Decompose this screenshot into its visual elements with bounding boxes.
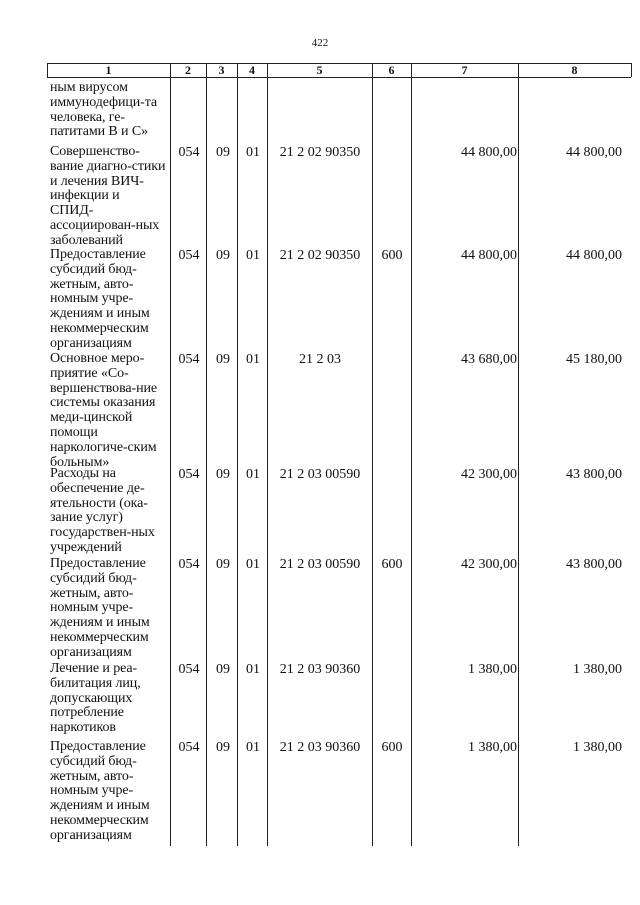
row-cell-c8: 1 380,00 (573, 740, 622, 755)
row-description: ным вирусом иммунодефици-та человека, ге-патитами В и С» (50, 80, 158, 140)
row-cell-c2: 054 (178, 740, 200, 755)
column-header: 7 (461, 63, 468, 77)
row-cell-c2: 054 (178, 248, 200, 263)
row-cell-c5: 21 2 03 (299, 352, 341, 367)
column-header: 3 (218, 63, 225, 77)
column-divider (267, 63, 268, 846)
row-cell-c3: 09 (216, 352, 230, 367)
row-cell-c7: 44 800,00 (461, 145, 517, 160)
row-cell-c2: 054 (178, 662, 200, 677)
row-cell-c5: 21 2 03 00590 (279, 557, 361, 572)
column-header: 6 (388, 63, 395, 77)
column-divider (518, 63, 519, 846)
row-cell-c8: 1 380,00 (573, 662, 622, 677)
column-header: 5 (316, 63, 323, 77)
page-number: 422 (311, 37, 329, 49)
column-header: 4 (249, 63, 255, 77)
row-cell-c4: 01 (246, 740, 260, 755)
column-divider (631, 63, 632, 77)
row-cell-c7: 1 380,00 (468, 662, 517, 677)
row-cell-c5: 21 2 02 90350 (279, 248, 361, 263)
row-cell-c7: 43 680,00 (461, 352, 517, 367)
row-cell-c4: 01 (246, 248, 260, 263)
row-cell-c4: 01 (246, 145, 260, 160)
row-cell-c8: 44 800,00 (566, 248, 622, 263)
row-cell-c3: 09 (216, 467, 230, 482)
row-description: Лечение и реа-билитация лиц, допускающих потребление наркотиков (50, 661, 141, 736)
row-cell-c4: 01 (246, 557, 260, 572)
row-description: Основное меро-приятие «Со-вершенствова-ние системы оказания меди-цинской помощи наркологиче-ским больным» (50, 351, 157, 470)
row-cell-c3: 09 (216, 145, 230, 160)
row-description: Совершенство-вание диагно-стики и лечения ВИЧ-инфекции и СПИД-ассоциирован-ных заболеваний (50, 144, 166, 248)
row-cell-c8: 43 800,00 (566, 467, 622, 482)
row-cell-c3: 09 (216, 740, 230, 755)
row-cell-c6: 600 (381, 557, 403, 572)
row-cell-c5: 21 2 03 90360 (279, 662, 361, 677)
column-divider (237, 63, 238, 846)
row-cell-c8: 45 180,00 (566, 352, 622, 367)
column-header: 1 (105, 63, 112, 77)
row-cell-c4: 01 (246, 662, 260, 677)
row-cell-c2: 054 (178, 557, 200, 572)
row-cell-c5: 21 2 03 00590 (279, 467, 361, 482)
row-cell-c2: 054 (178, 352, 200, 367)
column-divider (206, 63, 207, 846)
row-cell-c3: 09 (216, 248, 230, 263)
row-cell-c6: 600 (381, 248, 403, 263)
column-divider (170, 63, 171, 846)
row-cell-c5: 21 2 03 90360 (279, 740, 361, 755)
row-cell-c6: 600 (381, 740, 403, 755)
row-cell-c4: 01 (246, 467, 260, 482)
row-cell-c8: 44 800,00 (566, 145, 622, 160)
column-divider (411, 63, 412, 846)
row-description: Предоставление субсидий бюд-жетным, авто-номным учре-ждениям и иным некоммерческим организациям (50, 247, 150, 351)
row-cell-c7: 42 300,00 (461, 557, 517, 572)
row-cell-c3: 09 (216, 557, 230, 572)
row-cell-c5: 21 2 02 90350 (279, 145, 361, 160)
row-cell-c2: 054 (178, 467, 200, 482)
row-cell-c7: 1 380,00 (468, 740, 517, 755)
row-cell-c4: 01 (246, 352, 260, 367)
row-cell-c3: 09 (216, 662, 230, 677)
row-description: Предоставление субсидий бюд-жетным, авто-номным учре-ждениям и иным некоммерческим организациям (50, 739, 150, 843)
header-bottom-border (47, 77, 631, 78)
row-description: Предоставление субсидий бюд-жетным, авто-номным учре-ждениям и иным некоммерческим организациям (50, 556, 150, 660)
column-divider (372, 63, 373, 846)
row-cell-c2: 054 (178, 145, 200, 160)
column-header: 2 (185, 63, 191, 77)
row-cell-c7: 44 800,00 (461, 248, 517, 263)
column-header: 8 (571, 63, 578, 77)
row-cell-c7: 42 300,00 (461, 467, 517, 482)
row-description: Расходы на обеспечение де-ятельности (ока-зание услуг) государствен-ных учреждений (50, 466, 155, 555)
row-cell-c8: 43 800,00 (566, 557, 622, 572)
